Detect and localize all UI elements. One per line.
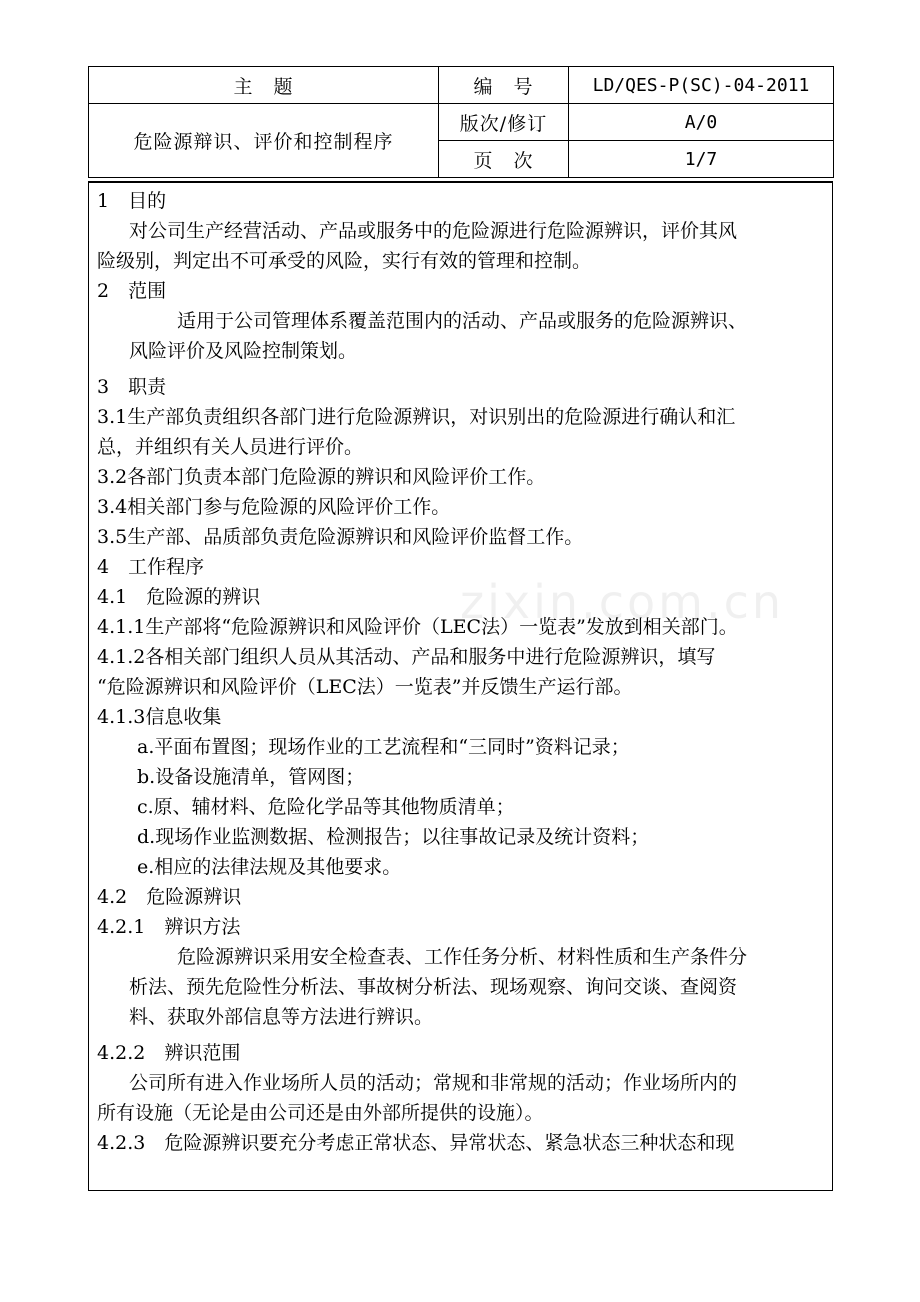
- paragraph-line: 料、获取外部信息等方法进行辨识。: [129, 1006, 434, 1028]
- subsection-heading: 4.2.2 辨识范围: [97, 1042, 241, 1064]
- version-value: A/0: [569, 104, 834, 141]
- document-header: [88, 66, 833, 178]
- clause-line: 3.1生产部负责组织各部门进行危险源辨识，对识别出的危险源进行确认和汇: [97, 406, 736, 428]
- subsection-heading: 4.2.1 辨识方法: [97, 916, 241, 938]
- list-item: d.现场作业监测数据、检测报告；以往事故记录及统计资料；: [137, 826, 650, 848]
- paragraph-line: 危险源辨识采用安全检查表、工作任务分析、材料性质和生产条件分: [177, 946, 748, 968]
- code-value: LD/QES-P(SC)-04-2011: [569, 67, 834, 104]
- clause-line: 3.5生产部、品质部负责危险源辨识和风险评价监督工作。: [97, 526, 584, 548]
- section-heading: 4 工作程序: [97, 556, 205, 578]
- clause-line: 4.2.3 危险源辨识要充分考虑正常状态、异常状态、紧急状态三种状态和现: [97, 1132, 735, 1154]
- clause-line: 3.4相关部门参与危险源的风险评价工作。: [97, 496, 451, 518]
- paragraph-line: 险级别，判定出不可承受的风险，实行有效的管理和控制。: [97, 250, 592, 272]
- paragraph-line: 析法、预先危险性分析法、事故树分析法、现场观察、询问交谈、查阅资: [129, 976, 738, 998]
- clause-line: 4.1.1生产部将“危险源辨识和风险评价（LEC法）一览表”发放到相关部门。: [97, 616, 738, 638]
- clause-line: “危险源辨识和风险评价（LEC法）一览表”并反馈生产运行部。: [97, 676, 633, 698]
- paragraph-line: 所有设施（无论是由公司还是由外部所提供的设施）。: [97, 1102, 544, 1124]
- list-item: c.原、辅材料、危险化学品等其他物质清单；: [137, 796, 515, 818]
- clause-line: 3.2各部门负责本部门危险源的辨识和风险评价工作。: [97, 466, 546, 488]
- version-label: 版次/修订: [439, 104, 569, 141]
- clause-line: 4.1.2各相关部门组织人员从其活动、产品和服务中进行危险源辨识，填写: [97, 646, 716, 668]
- code-label: 编 号: [439, 67, 569, 104]
- clause-line: 4.1.3信息收集: [97, 706, 222, 728]
- subsection-heading: 4.1 危险源的辨识: [97, 586, 261, 608]
- list-item: b.设备设施清单，管网图；: [137, 766, 365, 788]
- section-heading: 1 目的: [97, 190, 167, 212]
- body-content: [89, 183, 832, 1158]
- paragraph-line: 适用于公司管理体系覆盖范围内的活动、产品或服务的危险源辨识、: [177, 310, 748, 332]
- list-item: e.相应的法律法规及其他要求。: [137, 856, 402, 878]
- page-value: 1/7: [569, 141, 834, 178]
- watermark: zixin.com.cn: [460, 575, 785, 629]
- paragraph-line: 对公司生产经营活动、产品或服务中的危险源进行危险源辨识，评价其风: [129, 220, 738, 242]
- list-item: a.平面布置图；现场作业的工艺流程和“三同时”资料记录；: [137, 736, 630, 758]
- header-table: [88, 66, 834, 178]
- subsection-heading: 4.2 危险源辨识: [97, 886, 242, 908]
- clause-line: 总，并组织有关人员进行评价。: [97, 436, 364, 458]
- document-title: 危险源辩识、评价和控制程序: [89, 104, 439, 178]
- section-heading: 2 范围: [97, 280, 167, 302]
- paragraph-line: 风险评价及风险控制策划。: [129, 340, 358, 362]
- page-label: 页 次: [439, 141, 569, 178]
- section-heading: 3 职责: [97, 376, 167, 398]
- document-body: [88, 181, 833, 1191]
- paragraph-line: 公司所有进入作业场所人员的活动；常规和非常规的活动；作业场所内的: [129, 1072, 738, 1094]
- subject-label: 主 题: [89, 67, 439, 104]
